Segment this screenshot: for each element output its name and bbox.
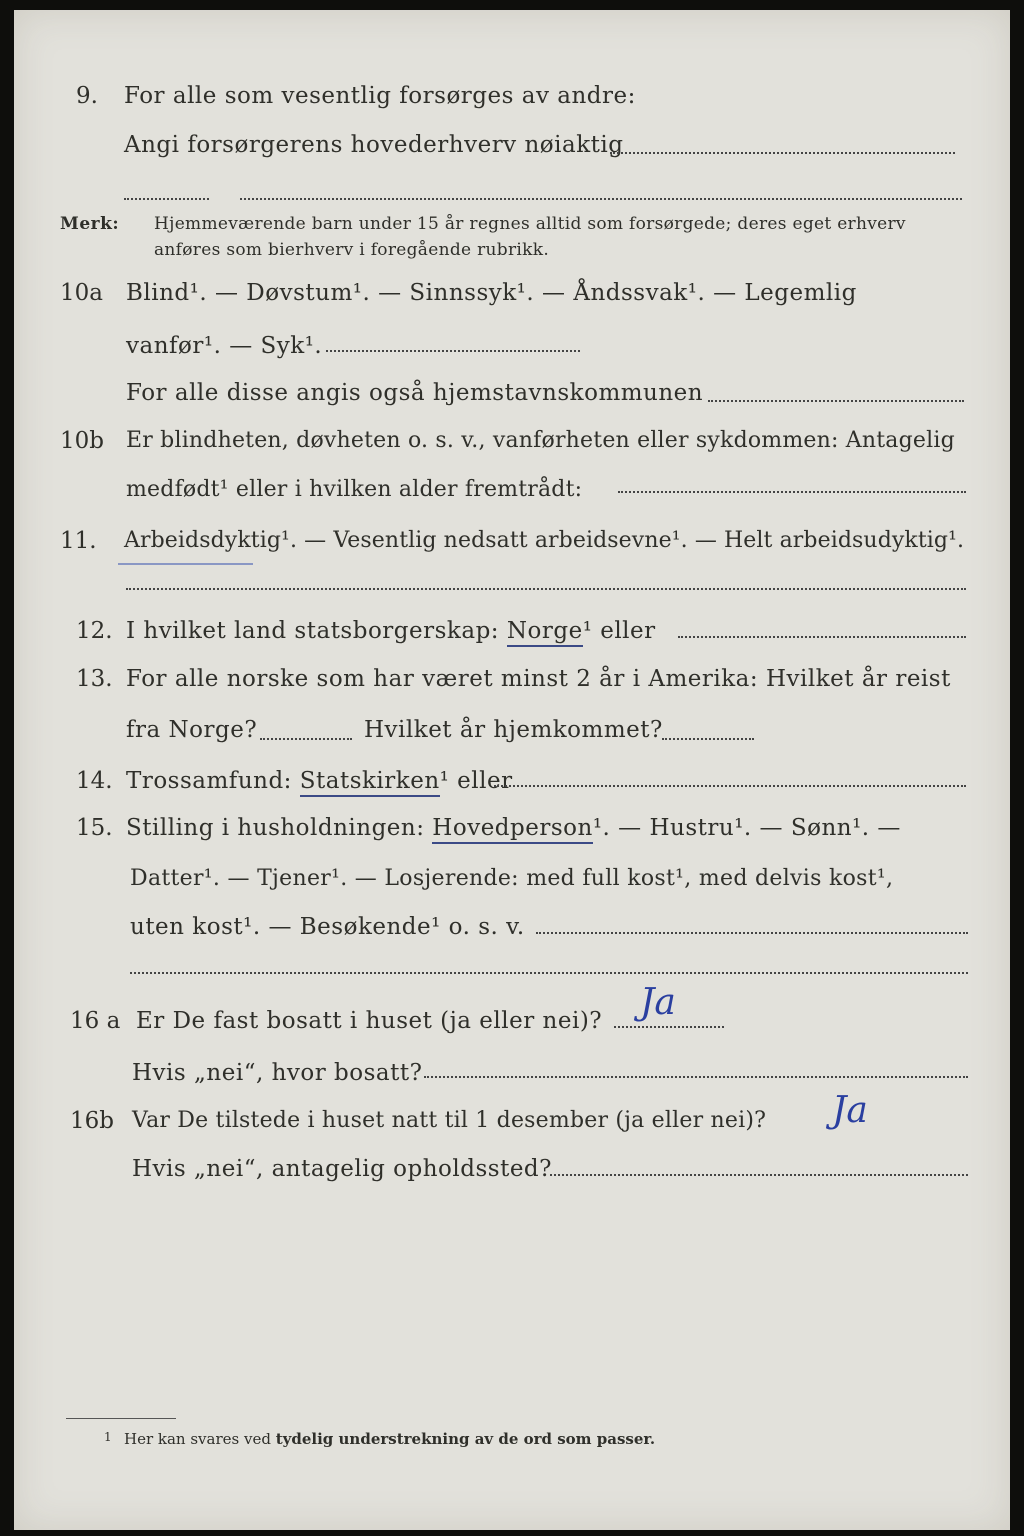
footnote-emphasis: tydelig understrekning av de ord som passer.: [275, 1430, 656, 1448]
merk-line1: Hjemmeværende barn under 15 år regnes alltid som forsørgede; deres eget erhverv: [154, 214, 906, 234]
footnote-mark: 1: [104, 1430, 112, 1444]
q10a-answer-line[interactable]: [326, 350, 580, 352]
q9-answer-line-2a[interactable]: [124, 198, 209, 200]
q10b-number: 10b: [60, 428, 104, 454]
q12-answer-line[interactable]: [678, 636, 966, 638]
merk-label: Merk:: [60, 214, 120, 234]
q13-return-line[interactable]: [662, 738, 754, 740]
q9-number: 9.: [76, 83, 98, 109]
q15-option-hovedperson[interactable]: Hovedperson: [432, 815, 593, 844]
q10a-line1: Blind¹. — Døvstum¹. — Sinnssyk¹. — Åndssvak¹. — Legemlig: [126, 280, 857, 306]
q9-answer-line-2b[interactable]: [240, 198, 962, 200]
q14-answer-line[interactable]: [494, 785, 966, 787]
q12-number: 12.: [76, 618, 113, 644]
q13-line2a: fra Norge?: [126, 717, 258, 743]
q16a-location-line[interactable]: [424, 1076, 968, 1078]
q16a-number: 16 a: [70, 1008, 121, 1034]
q16b-location-line[interactable]: [550, 1174, 968, 1176]
q9-answer-line[interactable]: [610, 152, 955, 154]
q16b-line2: Hvis „nei“, antagelig opholdssted?: [132, 1156, 552, 1182]
q9-line1: For alle som vesentlig forsørges av andre:: [124, 83, 636, 109]
q15-text: [126, 815, 901, 841]
q10b-answer-line[interactable]: [618, 491, 966, 493]
q15-line3: uten kost¹. — Besøkende¹ o. s. v.: [130, 914, 525, 940]
q16b-handwritten-answer: Ja: [832, 1090, 868, 1131]
q16b-number: 16b: [70, 1108, 114, 1134]
census-form-page: [14, 10, 1010, 1530]
q9-line2: Angi forsørgerens hovederhverv nøiaktig: [124, 132, 624, 158]
q11-text: [124, 528, 964, 553]
merk-line2: anføres som bierhverv i foregående rubrikk.: [154, 240, 550, 260]
q15-answer-line[interactable]: [536, 932, 968, 934]
q13-departure-line[interactable]: [260, 738, 352, 740]
q11-answer-line[interactable]: [126, 588, 966, 590]
q13-line2b: Hvilket år hjemkommet?: [364, 717, 663, 743]
q15-line2: Datter¹. — Tjener¹. — Losjerende: med full kost¹, med delvis kost¹,: [130, 866, 894, 891]
footnote-text: [124, 1430, 655, 1448]
q12-option-norge[interactable]: Norge: [507, 618, 583, 647]
q15-rest: ¹. — Hustru¹. — Sønn¹. —: [592, 815, 901, 841]
q15-extra-line[interactable]: [130, 972, 968, 974]
q14-number: 14.: [76, 768, 113, 794]
q11-faint-underline: [118, 563, 253, 565]
q12-rest: ¹ eller: [582, 618, 656, 644]
q11-number: 11.: [60, 528, 97, 554]
q10a-line2: vanfør¹. — Syk¹.: [126, 333, 323, 359]
q14-text: [126, 768, 513, 794]
q15-prompt: Stilling i husholdningen:: [126, 815, 425, 841]
q12-prompt: I hvilket land statsborgerskap:: [126, 618, 500, 644]
q16a-handwritten-answer: Ja: [640, 982, 676, 1023]
q13-number: 13.: [76, 666, 113, 692]
q10b-line1: Er blindheten, døvheten o. s. v., vanførheten eller sykdommen: Antagelig: [126, 428, 955, 453]
q10a-number: 10a: [60, 280, 103, 306]
q13-line1: For alle norske som har været minst 2 år i Amerika: Hvilket år reist: [126, 666, 951, 692]
q10b-line2: medfødt¹ eller i hvilken alder fremtrådt:: [126, 477, 583, 502]
q14-rest: ¹ eller: [439, 768, 513, 794]
q11-option-arbeidsdyktig[interactable]: Arbeidsdyktig: [124, 528, 282, 553]
q15-number: 15.: [76, 815, 113, 841]
q16a-line1: Er De fast bosatt i huset (ja eller nei)?: [136, 1008, 603, 1034]
q16a-line2: Hvis „nei“, hvor bosatt?: [132, 1060, 423, 1086]
q10a-line3: For alle disse angis også hjemstavnskommunen: [126, 380, 704, 406]
q10a-hometown-line[interactable]: [708, 400, 964, 402]
q16b-line1: Var De tilstede i huset natt til 1 desember (ja eller nei)?: [132, 1108, 767, 1133]
q11-rest: ¹. — Vesentlig nedsatt arbeidsevne¹. — Helt arbeidsudyktig¹.: [281, 528, 965, 553]
q12-text: [126, 618, 656, 644]
footnote-rule: [66, 1418, 176, 1419]
q14-option-statskirken[interactable]: Statskirken: [300, 768, 440, 797]
q16a-answer-line[interactable]: [614, 1026, 724, 1028]
footnote-lead: Her kan svares ved: [124, 1430, 271, 1448]
q14-prompt: Trossamfund:: [126, 768, 292, 794]
